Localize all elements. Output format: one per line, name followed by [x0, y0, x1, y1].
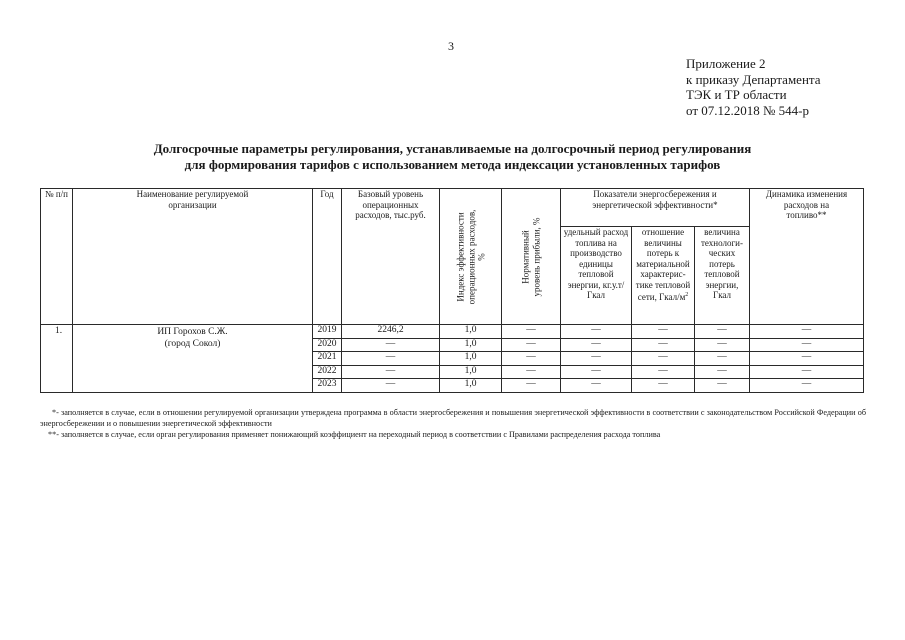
- cell-profit: —: [502, 379, 561, 393]
- cell-fuel-rate: —: [561, 338, 632, 352]
- cell-fuel-rate: —: [561, 352, 632, 366]
- footnotes: [40, 408, 866, 441]
- cell-base: —: [342, 365, 440, 379]
- header-profit-level: [502, 189, 561, 325]
- appendix-line: от 07.12.2018 № 544-р: [686, 102, 809, 118]
- cell-tech-losses: —: [695, 338, 750, 352]
- cell-base: —: [342, 352, 440, 366]
- cell-tech-losses: —: [695, 325, 750, 339]
- cell-tech-losses: —: [695, 365, 750, 379]
- cell-dynamics: —: [750, 325, 864, 339]
- cell-index: 1,0: [440, 379, 502, 393]
- cell-index: 1,0: [440, 325, 502, 339]
- cell-loss-ratio: —: [632, 365, 695, 379]
- cell-profit: —: [502, 325, 561, 339]
- cell-tech-losses: —: [695, 352, 750, 366]
- cell-dynamics: —: [750, 379, 864, 393]
- cell-year: 2021: [313, 352, 342, 366]
- header-base-opex: Базовый уровень операционных расходов, тыс.руб.: [342, 189, 440, 325]
- cell-index: 1,0: [440, 338, 502, 352]
- cell-dynamics: —: [750, 365, 864, 379]
- title-line: Долгосрочные параметры регулирования, устанавливаемые на долгосрочный период регулирования: [153, 141, 752, 156]
- header-text: Индекс эффективности: [454, 211, 465, 302]
- cell-loss-ratio: —: [632, 338, 695, 352]
- header-year: Год: [313, 189, 342, 325]
- document-title: [40, 141, 865, 173]
- cell-index: 1,0: [440, 352, 502, 366]
- cell-loss-ratio: —: [632, 325, 695, 339]
- header-loss-ratio: [632, 227, 695, 325]
- cell-dynamics: —: [750, 338, 864, 352]
- header-fuel-rate: удельный расход топлива на производство единицы тепловой энергии, кг.у.т/Гкал: [561, 227, 632, 325]
- cell-base: —: [342, 338, 440, 352]
- cell-fuel-rate: —: [561, 379, 632, 393]
- table-row: [41, 325, 864, 339]
- cell-profit: —: [502, 352, 561, 366]
- appendix-line: ТЭК и ТР области: [686, 87, 787, 102]
- org-name: [73, 325, 313, 393]
- cell-base: 2246,2: [342, 325, 440, 339]
- cell-profit: —: [502, 365, 561, 379]
- appendix-line: Приложение 2: [686, 56, 766, 71]
- cell-base: —: [342, 379, 440, 393]
- footnote-energy: *- заполняется в случае, если в отношении регулируемой организации утверждена программа в области энергосбережения и повышения энергетической эффективности в соответствии с законодательством Российской Федерации об энергосбережении и о повышении энергетической эффективности: [40, 408, 866, 428]
- header-fuel-dynamics: Динамика изменения расходов на топливо**: [750, 189, 864, 325]
- header-efficiency-index: [440, 189, 502, 325]
- cell-fuel-rate: —: [561, 325, 632, 339]
- cell-dynamics: —: [750, 352, 864, 366]
- cell-year: 2019: [313, 325, 342, 339]
- cell-year: 2022: [313, 365, 342, 379]
- header-text: отношение величины потерь к материальной характерис-тике тепловой сети, Гкал/м: [635, 227, 691, 302]
- page-number: 3: [448, 39, 454, 53]
- appendix-line: к приказу Департамента: [686, 71, 821, 87]
- cell-index: 1,0: [440, 365, 502, 379]
- org-name-line: ИП Горохов С.Ж.: [157, 327, 228, 337]
- header-text: %: [475, 252, 486, 261]
- header-energy-group: Показатели энергосбережения и энергетической эффективности*: [561, 189, 750, 227]
- header-tech-losses: величина технологи-ческих потерь тепловой энергии, Гкал: [695, 227, 750, 325]
- header-text: Нормативный: [520, 229, 531, 284]
- cell-fuel-rate: —: [561, 365, 632, 379]
- header-org: Наименование регулируемой организации: [73, 189, 313, 325]
- cell-year: 2023: [313, 379, 342, 393]
- header-text: операционных расходов,: [465, 209, 476, 304]
- org-name-line: (город Сокол): [164, 339, 221, 349]
- appendix-header: [686, 56, 821, 118]
- parameters-table: [40, 188, 864, 393]
- cell-profit: —: [502, 338, 561, 352]
- cell-loss-ratio: —: [632, 352, 695, 366]
- footnote-fuel: **- заполняется в случае, если орган регулирования применяет понижающий коэффициент на переходный период в соответствии с Правилами распределения расхода топлива: [48, 430, 661, 440]
- cell-year: 2020: [313, 338, 342, 352]
- title-line: для формирования тарифов с использованием метода индексации установленных тарифов: [184, 157, 721, 172]
- cell-loss-ratio: —: [632, 379, 695, 393]
- header-num: № п/п: [41, 189, 73, 325]
- cell-tech-losses: —: [695, 379, 750, 393]
- row-number: 1.: [41, 325, 73, 393]
- header-superscript: 2: [685, 292, 689, 298]
- header-text: уровень прибыли, %: [531, 217, 541, 296]
